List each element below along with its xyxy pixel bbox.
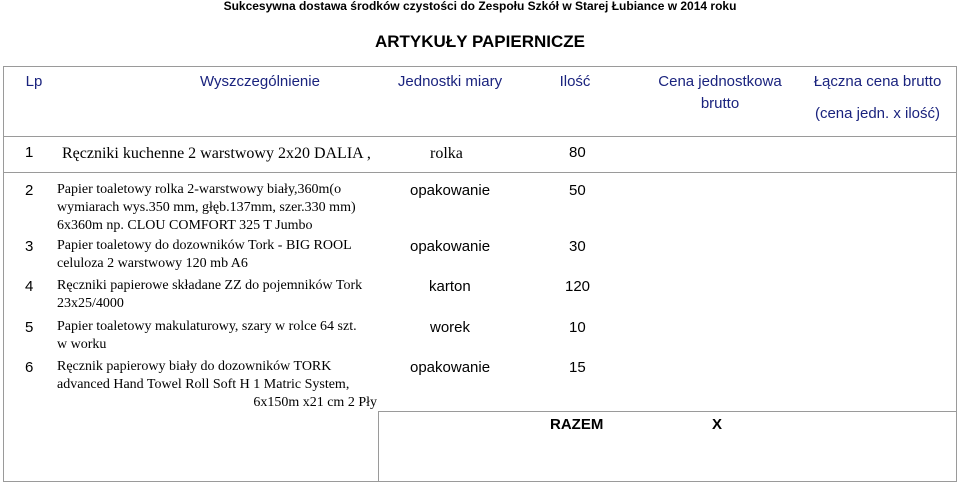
column-header-unit-price-line1: Cena jednostkowa [658, 73, 782, 90]
row-name-line: Papier toaletowy makulaturowy, szary w rolce 64 szt. [57, 319, 357, 334]
row-qty: 15 [569, 359, 586, 376]
column-header-name: Wyszczególnienie [200, 73, 320, 90]
summary-value: X [712, 416, 723, 433]
column-header-total-line2: (cena jedn. x ilość) [814, 105, 941, 122]
row-lp: 1 [25, 144, 34, 161]
row-name-line: 6x360m np. CLOU COMFORT 325 T Jumbo [57, 218, 313, 233]
row-lp: 4 [25, 278, 34, 295]
row-qty: 30 [569, 238, 586, 255]
row-qty: 50 [569, 182, 586, 199]
row-name-line: Papier toaletowy rolka 2-warstwowy biały,360m(o [57, 182, 342, 197]
row-name-line: 6x150m x21 cm 2 Pły [253, 395, 377, 410]
row-unit: karton [429, 278, 471, 295]
row-qty: 80 [569, 144, 586, 161]
row-name-line: wymiarach wys.350 mm, głęb.137mm, szer.330 mm) [57, 200, 356, 215]
row-name-line: Ręczniki papierowe składane ZZ do pojemników Tork [57, 278, 363, 293]
row-name [57, 277, 377, 313]
header-divider [3, 136, 957, 137]
row-name-line: celuloza 2 warstwowy 120 mb A6 [57, 256, 248, 271]
row-lp: 3 [25, 238, 34, 255]
document-title: ARTYKUŁY PAPIERNICZE [374, 32, 585, 51]
column-header-qty: Ilość [559, 73, 591, 90]
row-divider [3, 172, 957, 173]
column-header-unit-price-line2: brutto [700, 95, 740, 112]
row-name [57, 318, 377, 354]
row-unit: opakowanie [410, 359, 491, 376]
row-name-line: 23x25/4000 [57, 296, 124, 311]
row-name [57, 181, 377, 235]
row-name [57, 237, 377, 273]
document-supertitle: Sukcesywna dostawa środków czystości do Zespołu Szkół w Starej Łubiance w 2014 roku [223, 0, 737, 13]
row-name-line: Ręcznik papierowy biały do dozowników TORK [57, 359, 332, 374]
row-unit: worek [430, 319, 471, 336]
summary-box [378, 411, 956, 481]
column-header-total [800, 71, 955, 125]
column-header-unit-price [645, 71, 795, 115]
row-name-line: Papier toaletowy do dozowników Tork - BIG ROOL [57, 238, 352, 253]
row-name [57, 358, 377, 412]
summary-label: RAZEM [550, 416, 604, 433]
row-qty: 10 [569, 319, 586, 336]
row-name-line: w worku [57, 337, 107, 352]
column-header-unit: Jednostki miary [397, 73, 503, 90]
row-lp: 6 [25, 359, 34, 376]
column-header-lp: Lp [25, 73, 43, 90]
column-header-total-line1: Łączna cena brutto [813, 73, 942, 90]
row-unit: opakowanie [410, 182, 491, 199]
row-name: Ręczniki kuchenne 2 warstwowy 2x20 DALIA , [62, 145, 371, 162]
row-lp: 2 [25, 182, 34, 199]
row-lp: 5 [25, 319, 34, 336]
row-qty: 120 [565, 278, 591, 295]
row-unit: opakowanie [410, 238, 491, 255]
row-unit: rolka [430, 145, 463, 162]
row-name-line: advanced Hand Towel Roll Soft H 1 Matric System, [57, 377, 350, 392]
